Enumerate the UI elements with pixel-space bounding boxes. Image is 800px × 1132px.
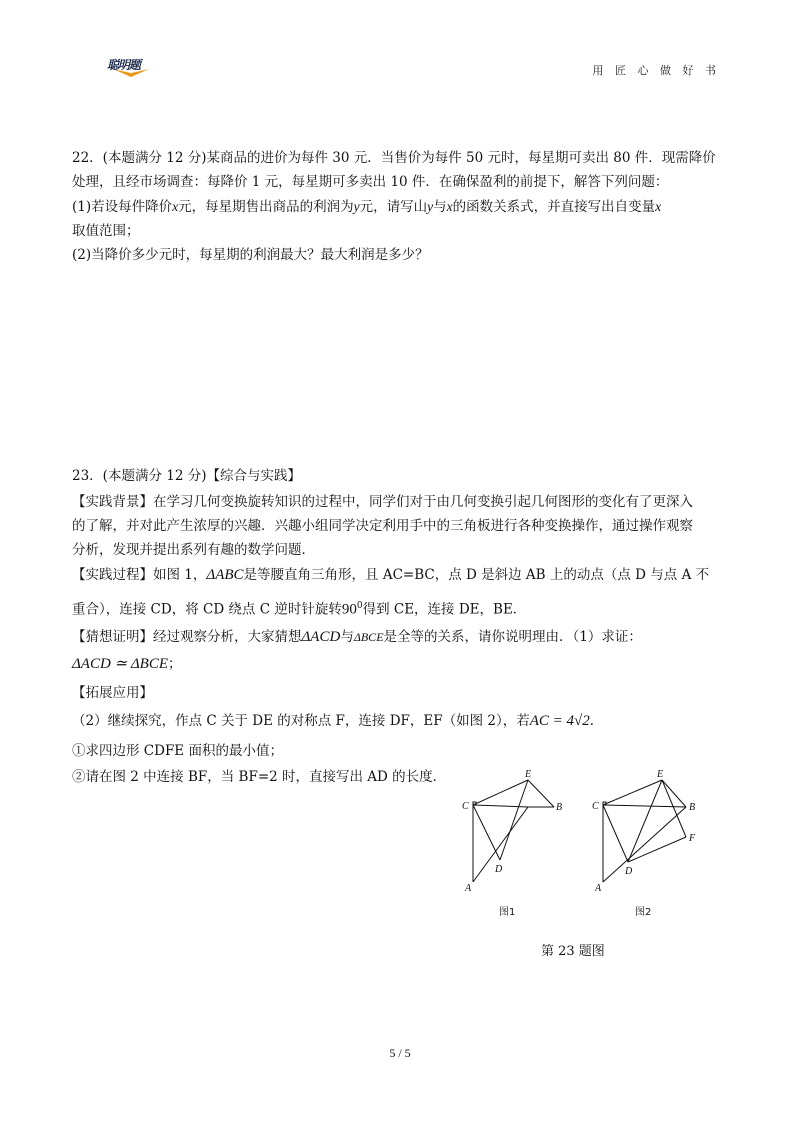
q22-line-4: 取值范围； xyxy=(72,223,140,239)
q23-extension-title: 【拓展应用】 xyxy=(72,685,153,701)
segment-eb xyxy=(662,780,686,807)
q23-guess xyxy=(72,625,642,649)
ac-length-formula: AC = 4√2 xyxy=(529,713,590,729)
var-x: x xyxy=(655,199,662,214)
figure-2-diagram xyxy=(603,780,686,882)
extension-1-part-b: ． xyxy=(589,713,604,729)
right-angle-mark xyxy=(473,802,476,805)
triangle-bce: ΔBCE xyxy=(353,630,384,644)
q23-congruence xyxy=(72,652,182,676)
q23-process-1 xyxy=(72,563,709,587)
q23-background-2: 的了解，并对此产生浓厚的兴趣．兴趣小组同学决定利用手中的三角板进行各种变换操作，通过操作观察 xyxy=(72,518,693,534)
segment-ce xyxy=(473,780,528,805)
label-d: D xyxy=(625,866,633,877)
figure-2-caption: 图2 xyxy=(635,907,652,918)
process-1-part-b: 是等腰直角三角形，且 AC=BC，点 D 是斜边 AB 上的动点（点 D 与点 A 不 xyxy=(243,567,710,583)
process-2-part-b: 得到 CE，连接 DE，BE． xyxy=(362,601,527,618)
right-angle-mark xyxy=(603,802,606,805)
figure-title: 第 23 题图 xyxy=(541,944,605,959)
label-b: B xyxy=(689,802,696,813)
label-d: D xyxy=(495,864,503,875)
guess-part-c: 是全等的关系，请你说明理由．（1）求证： xyxy=(383,629,642,645)
process-1-part-a: 【实践过程】如图 1， xyxy=(72,567,207,583)
label-c: C xyxy=(592,801,599,812)
segment-ab xyxy=(603,807,686,882)
label-f: F xyxy=(689,833,696,844)
geometry-figures xyxy=(440,765,740,925)
triangle-abc: ΔABC xyxy=(206,567,244,583)
q22-line-3-part-b: 元，每星期售出商品的利润为 xyxy=(178,199,354,215)
label-b: B xyxy=(556,802,563,813)
figure-1-diagram xyxy=(473,780,554,882)
q22-line-3-part-c: 元，请写山 xyxy=(359,199,428,215)
guess-part-b: 与 xyxy=(340,629,354,645)
q23-item-2: ②请在图 2 中连接 BF，当 BF=2 时，直接写出 AD 的长度． xyxy=(72,769,447,785)
segment-ed xyxy=(500,780,528,860)
figure-1-caption: 图1 xyxy=(499,907,516,918)
logo-text: 聪明题 xyxy=(107,58,141,72)
q23-process-2 xyxy=(72,594,526,622)
triangle-acd: ΔACD xyxy=(301,629,341,645)
q22-line-3-part-d: 与 xyxy=(433,199,447,215)
extension-1-part-a: （2）继续探究，作点 C 关于 DE 的对称点 F，连接 DF，EF（如图 2），若 xyxy=(72,713,530,729)
publisher-logo xyxy=(107,56,155,78)
q22-line-1: 22．(本题满分 12 分)某商品的进价为每件 30 元．当售价为每件 50 元时，每星期可卖出 80 件．现需降价 xyxy=(72,150,716,166)
process-2-part-a: 重合），连接 CD，将 CD 绕点 C 逆时针旋转 xyxy=(72,601,342,618)
q22-line-3-part-e: 的函数关系式，并直接写出自变量 xyxy=(452,199,656,215)
q22-line-2: 处理，且经市场调查：每降价 1 元，每星期可多卖出 10 件．在确保盈利的前提下，解答下列问题： xyxy=(72,174,669,190)
q22-line-5: (2)当降价多少元时，每星期的利润最大？最大利润是多少？ xyxy=(72,247,429,263)
degree-sign: 0 xyxy=(356,601,363,611)
congruence-tail: ； xyxy=(168,656,182,672)
guess-part-a: 【猜想证明】经过观察分析，大家猜想 xyxy=(72,629,302,645)
var-y: y xyxy=(427,199,434,214)
q23-background-1: 【实践背景】在学习几何变换旋转知识的过程中，同学们对于由几何变换引起几何图形的变化有了更深入 xyxy=(72,494,693,510)
q23-item-1: ①求四边形 CDFE 面积的最小值； xyxy=(72,743,283,759)
q23-background-3: 分析，发现并提出系列有趣的数学问题． xyxy=(72,542,315,558)
label-a: A xyxy=(595,883,602,894)
var-x: x xyxy=(172,199,179,214)
congruence-statement: ΔACD ≃ ΔBCE xyxy=(72,656,169,672)
label-e: E xyxy=(657,769,664,780)
var-x: x xyxy=(446,199,453,214)
q22-line-3-part-a: (1)若设每件降价 xyxy=(72,199,173,215)
q23-title: 23．(本题满分 12 分)【综合与实践】 xyxy=(72,468,301,484)
segment-eb xyxy=(528,780,554,807)
q22-line-3 xyxy=(72,195,661,219)
segment-cb xyxy=(473,805,528,807)
page-number: 5 / 5 xyxy=(389,1046,411,1060)
label-a: A xyxy=(465,883,472,894)
label-e: E xyxy=(525,769,532,780)
segment-cd xyxy=(603,805,628,862)
label-c: C xyxy=(462,801,469,812)
header-slogan: 用 匠 心 做 好 书 xyxy=(592,64,720,77)
segment-ef xyxy=(662,780,686,837)
segment-cd xyxy=(473,805,500,860)
var-y: y xyxy=(353,199,360,214)
angle-value: 90 xyxy=(341,601,357,618)
q23-extension-1 xyxy=(72,709,603,733)
